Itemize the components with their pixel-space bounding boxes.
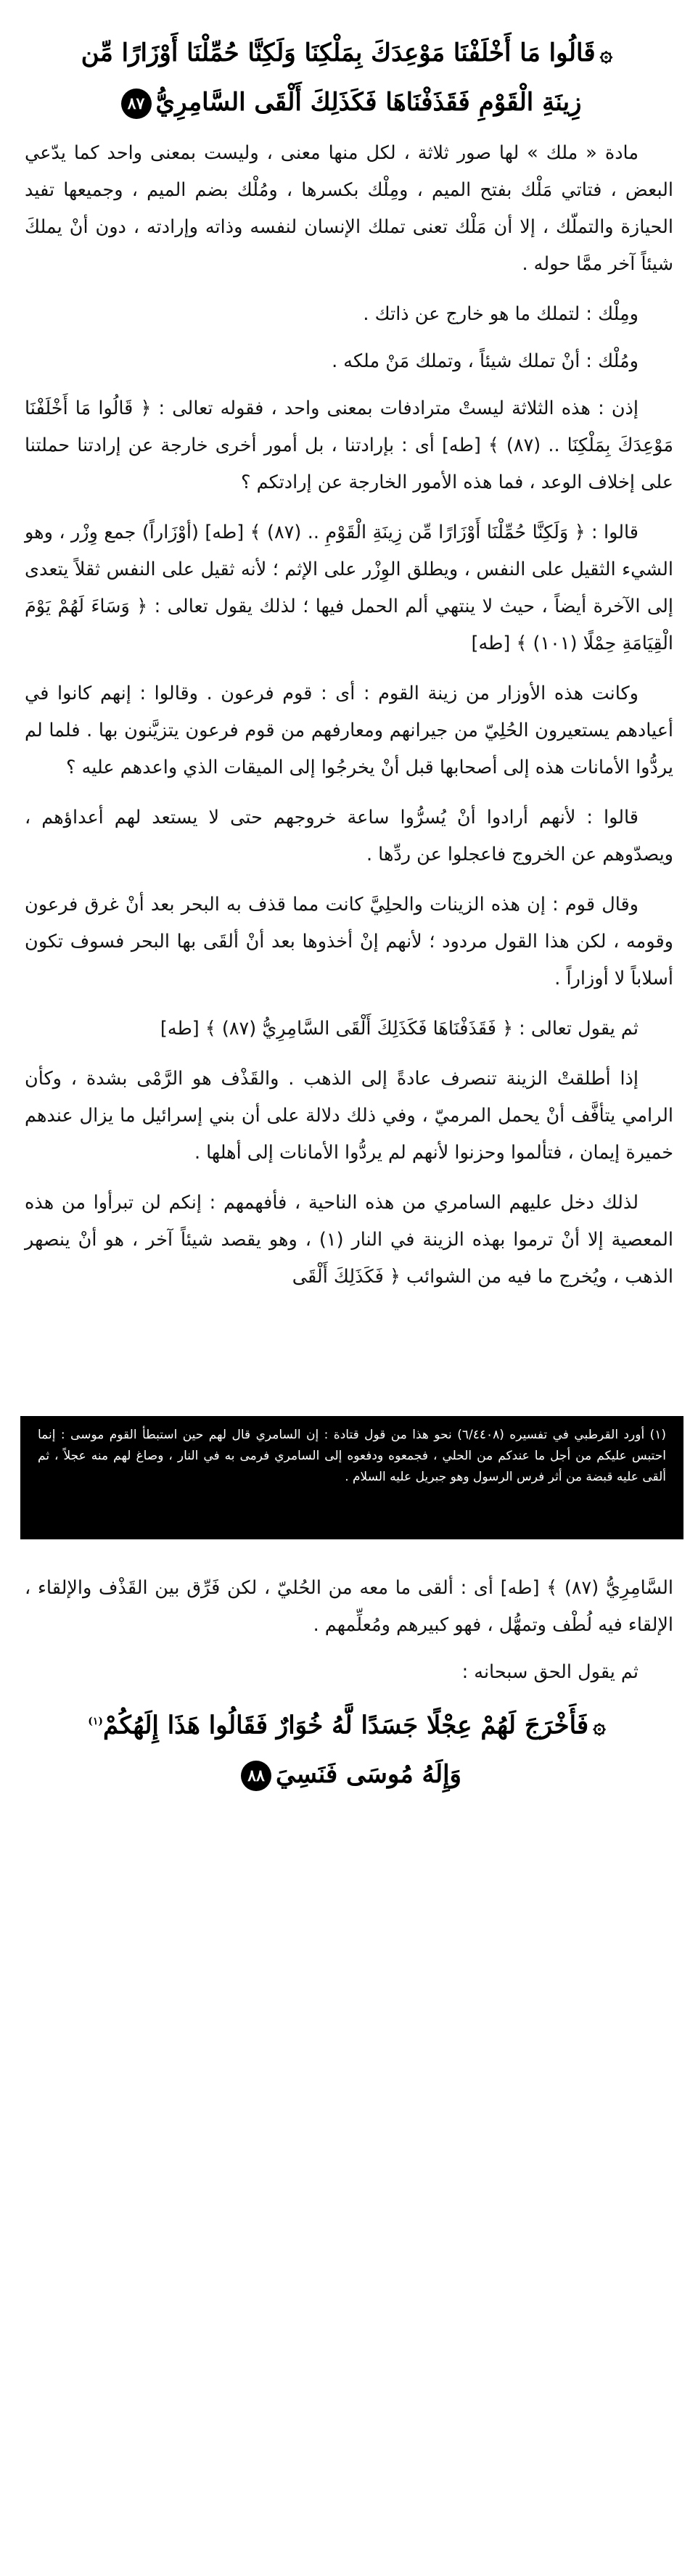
- commentary-body: [25, 135, 673, 1309]
- closing-verse: [29, 1698, 669, 1798]
- paragraph: لذلك دخل عليهم السامري من هذه الناحية ، فأفهمهم : إنكم لن تبرأوا من هذه المعصية إلا أنْ ترموا بهذه الزينة في النار (١) ، وهو يقصد شيئاً آخر ، هو أنْ ينصهر الذهب ، ويُخرج ما فيه من الشوائب ﴿ فَكَذَلِكَ أَلْقَى: [25, 1192, 673, 1288]
- header-verse-line-1-text: قَالُوا مَا أَخْلَفْنَا مَوْعِدَكَ بِمَلْكِنَا وَلَكِنَّا حُمِّلْنَا أَوْزَارًا مِّن: [81, 38, 596, 67]
- closing-verse-line-1-text: فَأَخْرَجَ لَهُمْ عِجْلًا جَسَدًا لَّهُ خُوَارٌ فَقَالُوا هَذَا إِلَهُكُمْ: [103, 1711, 589, 1740]
- verse-ornament-icon: ۞: [593, 1713, 606, 1740]
- paragraph: إذا أطلقتْ الزينة تنصرف عادةً إلى الذهب . والقَذْف هو الرَّمْى بشدة ، وكأن الرامي يتأفَّف أنْ يحمل المرميّ ، وفي ذلك دلالة على أن بني إسرائيل ما يزال عندهم خميرة إيمان ، فتألموا وحزنوا لأنهم لم يردُّوا الأمانات إلى أهلها .: [25, 1068, 673, 1164]
- paragraph: مادة « ملك » لها صور ثلاثة ، لكل منها معنى ، وليست بمعنى واحد كما يدّعي البعض ، فتاتي مَلْك بفتح الميم ، ومِلْك بكسرها ، ومُلْك بضم الميم ، وجميعها تفيد الحيازة والتملّك ، إلا أن مَلْك تعنى تملك الإنسان لنفسه وذاته وإرادته ، دون أنْ يملكَ شيئاً آخر ممَّا حوله .: [25, 142, 673, 275]
- paragraph: ومِلْك : لتملك ما هو خارج عن ذاتك .: [363, 303, 639, 325]
- paragraph: السَّامِرِيُّ (٨٧) ﴾ [طه] أى : ألقى ما معه من الحُليّ ، لكن فَرِّق بين القَذْف والإلقاء ، الإلقاء فيه لُطْف وتمهُّل ، فهو كبيرهم ومُعلِّمهم .: [25, 1577, 673, 1636]
- header-verse-line-1: [29, 29, 669, 78]
- verse-ornament-icon: ۞: [599, 41, 613, 67]
- second-page-body: [25, 1570, 673, 1701]
- paragraph: ثم يقول تعالى : ﴿ فَقَذَفْنَاهَا فَكَذَلِكَ أَلْقَى السَّامِرِيُّ (٨٧) ﴾ [طه]: [160, 1018, 639, 1040]
- ayah-number-badge: ٨٨: [241, 1761, 271, 1791]
- paragraph: وقال قوم : إن هذه الزينات والحلِيَّ كانت مما قذف به البحر بعد أنْ غرق فرعون وقومه ، لكن هذا القول مردود ؛ لأنهم إنْ أخذوها بعد أنْ ألقَى بها البحر فسوف تكون أسلاباً لا أوزاراً .: [25, 894, 673, 989]
- footnote-marker: (١): [88, 1716, 103, 1727]
- paragraph: ومُلْك : أنْ تملك شيئاً ، وتملك مَنْ ملكه .: [332, 350, 639, 372]
- paragraph: وكانت هذه الأوزار من زينة القوم : أى : قوم فرعون . وقالوا : إنهم كانوا في أعيادهم يستعيرون الحُلِيّ من جيرانهم ومعارفهم من قوم فرعون يتزيَّنون بها . فلما لم يردُّوا الأمانات هذه إلى أصحابها قبل أنْ يخرجُوا إلى الميقات الذي واعدهم عليه ؟: [25, 683, 673, 778]
- paragraph: ثم يقول الحق سبحانه :: [461, 1661, 639, 1683]
- ayah-number-badge: ٨٧: [121, 89, 152, 119]
- header-verse-line-2-text: زِينَةِ الْقَوْمِ فَقَذَفْنَاهَا فَكَذَلِكَ أَلْقَى السَّامِرِيُّ: [155, 88, 582, 117]
- paragraph: قالوا : لأنهم أرادوا أنْ يُسرُّوا ساعة خروجهم حتى لا يستعد لهم أعداؤهم ، ويصدّوهم عن الخروج فاعجلوا عن ردِّها .: [25, 807, 673, 865]
- closing-verse-line-1: [29, 1698, 669, 1750]
- footnote-box: [20, 1416, 683, 1539]
- footnote-text: (١) أورد القرطبي في تفسيره (٦/٤٤٠٨) نحو هذا من قول قتادة : إن السامري قال لهم حين استبطأ القوم موسى : إنما احتبس عليكم من أجل ما عندكم من الحلي ، فجمعوه ودفعوه إلى السامري فرمى به في النار ، وصاغ لهم منه عجلاً ، ثم ألقى عليه قبضة من أثر فرس الرسول وهو جبريل عليه السلام .: [38, 1428, 667, 1484]
- closing-verse-line-2-text: وَإِلَهُ مُوسَى فَنَسِيَ: [276, 1760, 461, 1790]
- paragraph: إذن : هذه الثلاثة ليستْ مترادفات بمعنى واحد ، فقوله تعالى : ﴿ قَالُوا مَا أَخْلَفْنَا مَوْعِدَكَ بِمَلْكِنَا .. (٨٧) ﴾ [طه] أى : بإرادتنا ، بل أمور أخرى خارجة عن إرادتنا حملتنا على إخلاف الوعد ، فما هذه الأمور الخارجة عن إرادتكم ؟: [25, 398, 673, 493]
- header-verse: [29, 29, 669, 126]
- paragraph: قالوا : ﴿ وَلَكِنَّا حُمِّلْنَا أَوْزَارًا مِّن زِينَةِ الْقَوْمِ .. (٨٧) ﴾ [طه] (أوْزَاراً) جمع وِزْر ، وهو الشيء الثقيل على النفس ، ويطلق الوِزْر على الإثم ؛ لأنه ثقيل على النفس ثقلاً يتعدى إلى الآخرة أيضاً ، حيث لا ينتهي ألم الحمل فيها ؛ لذلك يقول تعالى : ﴿ وَسَاءَ لَهُمْ يَوْمَ الْقِيَامَةِ حِمْلًا (١٠١) ﴾ [طه]: [25, 522, 673, 654]
- header-verse-line-2: [29, 78, 669, 126]
- closing-verse-line-2: [29, 1750, 669, 1798]
